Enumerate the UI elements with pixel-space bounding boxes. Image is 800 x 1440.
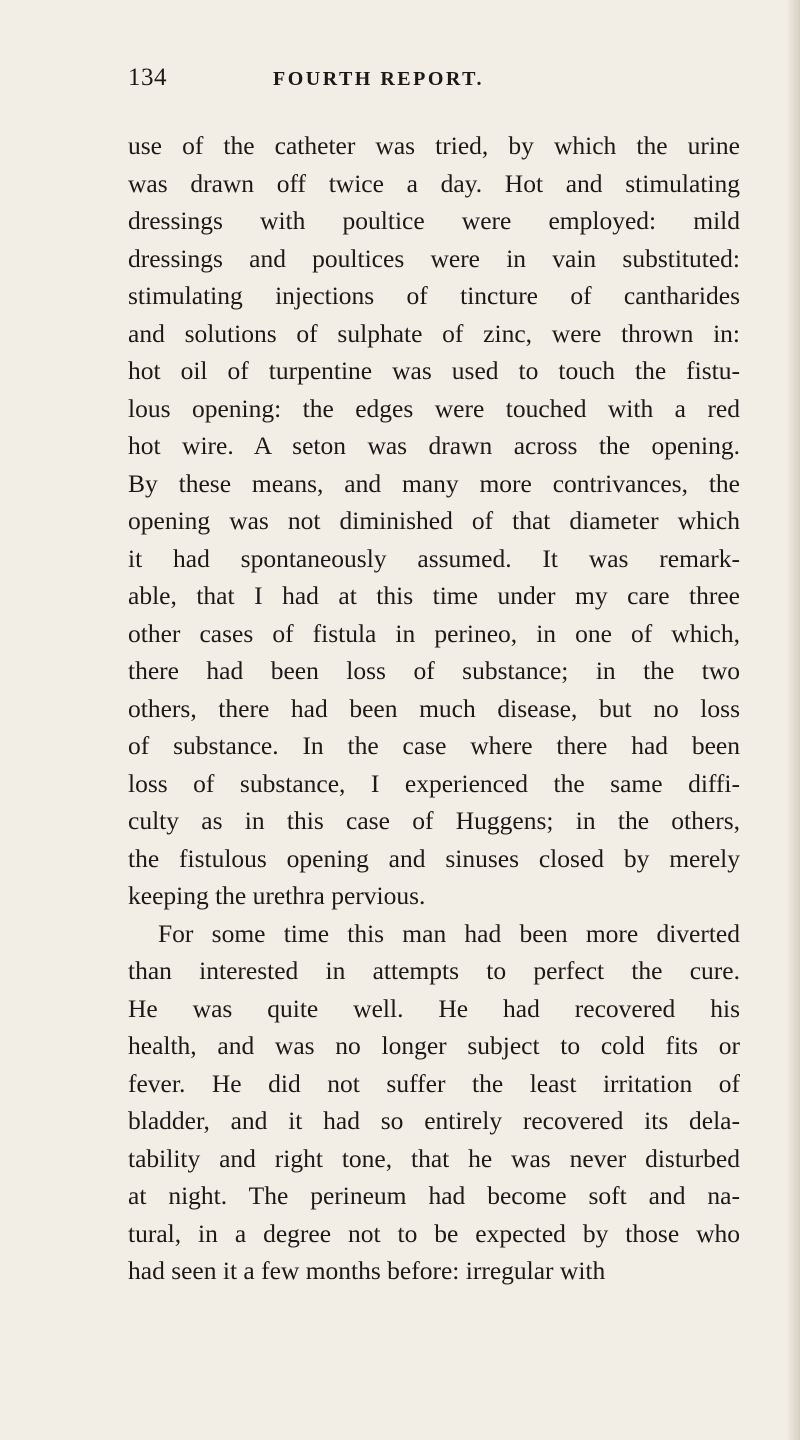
text-line: other cases of fistula in perineo, in one of which,: [128, 618, 740, 648]
text-line: tural, in a degree not to be expected by those who: [128, 1218, 740, 1248]
text-line: was drawn off twice a day. Hot and stimulating: [128, 168, 740, 198]
text-line: of substance. In the case where there had been: [128, 731, 740, 760]
text-line: and solutions of sulphate of zinc, were thrown in:: [128, 318, 740, 348]
text-line: He was quite well. He had recovered his: [128, 993, 740, 1023]
text-line: bladder, and it had so entirely recovered its dela-: [128, 1106, 740, 1135]
text-line: For some time this man had been more diverted: [158, 918, 740, 948]
text-line: at night. The perineum had become soft and na-: [128, 1181, 740, 1210]
text-line: able, that I had at this time under my care three: [128, 581, 740, 610]
text-line: had seen it a few months before: irregular with: [128, 1256, 606, 1285]
running-head: FOURTH REPORT.: [273, 68, 485, 90]
text-line: hot wire. A seton was drawn across the opening.: [128, 431, 740, 460]
page-header: [128, 64, 728, 104]
page-edge-shadow: [786, 0, 800, 1440]
page-number: 134: [128, 64, 167, 91]
text-line: others, there had been much disease, but no loss: [128, 693, 740, 723]
text-line: dressings with poultice were employed: mild: [128, 206, 740, 235]
text-line: culty as in this case of Huggens; in the others,: [128, 806, 740, 835]
text-line: lous opening: the edges were touched with a red: [128, 393, 740, 423]
text-line: keeping the urethra pervious.: [128, 881, 426, 910]
text-line: fever. He did not suffer the least irritation of: [128, 1068, 740, 1098]
text-line: than interested in attempts to perfect the cure.: [128, 956, 740, 985]
text-line: use of the catheter was tried, by which the urine: [128, 131, 740, 160]
text-line: health, and was no longer subject to cold fits or: [128, 1031, 740, 1060]
text-line: loss of substance, I experienced the same diffi-: [128, 768, 740, 798]
text-line: stimulating injections of tincture of cantharides: [128, 281, 740, 310]
text-line: tability and right tone, that he was never disturbed: [128, 1143, 740, 1173]
text-line: there had been loss of substance; in the two: [128, 656, 740, 685]
text-line: hot oil of turpentine was used to touch the fistu-: [128, 356, 740, 385]
text-line: the fistulous opening and sinuses closed by merely: [128, 843, 740, 873]
text-line: opening was not diminished of that diameter which: [128, 506, 740, 535]
text-line: dressings and poultices were in vain substituted:: [128, 243, 740, 273]
text-line: it had spontaneously assumed. It was remark-: [128, 543, 740, 573]
text-line: By these means, and many more contrivances, the: [128, 468, 740, 498]
body-text: [128, 127, 740, 1290]
